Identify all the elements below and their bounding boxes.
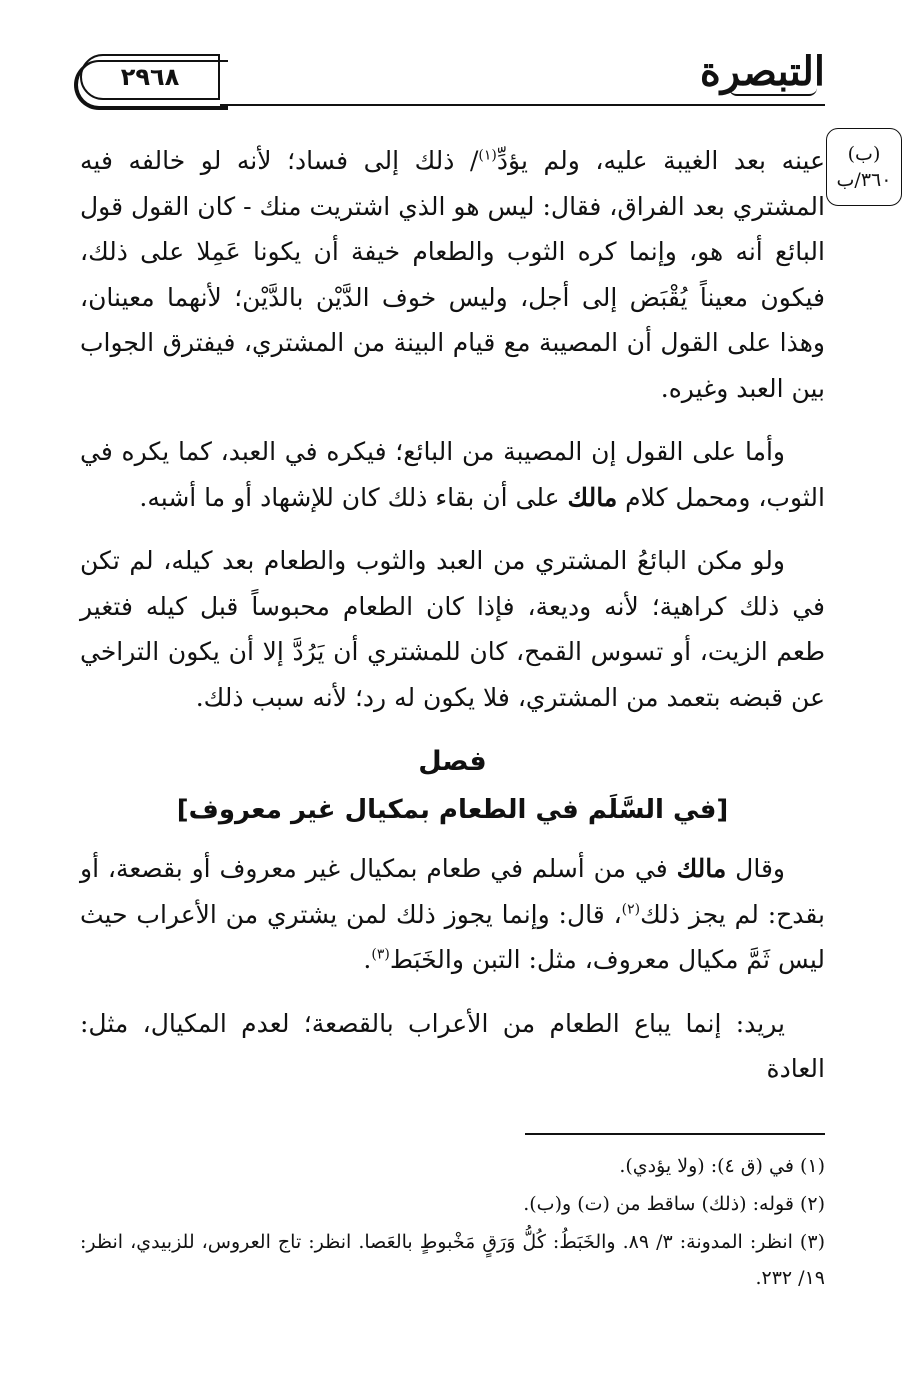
section-heading: فصل [418, 746, 487, 777]
footnote-ref-1: (١) [478, 147, 497, 164]
page-header [80, 44, 825, 110]
title-ornament [729, 88, 817, 96]
p2-text-a: وأما على القول إن المصيبة من البائع؛ فيكره في العبد، كما يكره في الثوب، ومحمل كلام [80, 437, 825, 512]
footnote-3: (٣) انظر: المدونة: ٣/ ٨٩. والخَبَطُ: كُلُّ وَرَقٍ مَخْبوطٍ بالعَصا. انظر: تاج العروس، للزبيدي، انظر: ١٩/ ٢٣٢. [80, 1231, 825, 1289]
p4-text-d: . [363, 945, 372, 974]
footnote-2: (٢) قوله: (ذلك) ساقط من (ت) و(ب). [523, 1193, 825, 1215]
p1-text-b: / ذلك إلى فساد؛ لأنه لو خالفه فيه المشتري بعد الفراق، فقال: ليس هو الذي اشتريت منك - كان القول قول البائع أنه هو، وإنما كره الثوب والطعام خيفة أن يكونا عَمِلا على ذلك، فيكون معيناً يُقْبَض إلى أجل، وليس خوف الدَّيْن بالدَّيْن؛ لأنهما معينان، وهذا على القول أن المصيبة مع قيام البينة من المشتري، فيفترق الجواب بين العبد وغيره. [80, 146, 825, 403]
folio-note-line1: (ب) [847, 143, 881, 165]
book-title: التبصرة [699, 48, 825, 95]
footnote-ref-2: (٢) [621, 901, 641, 918]
p4-text-a: وقال [726, 854, 785, 883]
paragraph-2 [80, 429, 825, 520]
section-subheading: [في السَّلَم في الطعام بمكيال غير معروف] [176, 795, 729, 825]
p2-name-malik: مالك [567, 482, 618, 512]
footnote-ref-3: (٣) [371, 946, 390, 963]
p4-text-c: ، قال: وإنما يجوز ذلك لمن يشتري من الأعراب حيث ليس ثَمَّ مكيال معروف، مثل: التبن والخَبَط [80, 899, 825, 974]
paragraph-4 [80, 846, 825, 983]
p4-text-b: في من أسلم في طعام بمكيال غير معروف أو بقصعة، أو بقدح: لم يجز ذلك [80, 854, 826, 929]
page-number-frame [80, 54, 220, 100]
p2-text-b: على أن بقاء ذلك كان للإشهاد أو ما أشبه. [139, 482, 568, 512]
paragraph-5: يريد: إنما يباع الطعام من الأعراب بالقصعة؛ لعدم المكيال، مثل: العادة [80, 1008, 825, 1083]
footnote-1: (١) في (ق ٤): (ولا يؤدي). [619, 1155, 825, 1177]
paragraph-3: ولو مكن البائعُ المشتري من العبد والثوب والطعام بعد كيله، لم تكن في ذلك كراهية؛ لأنه وديعة، فإذا كان الطعام محبوساً قبل كيله فتغير طعم الزيت، أو تسوس القمح، كان للمشتري أن يَرُدَّ إلا أن يكون التراخي عن قبضه بتعمد من المشتري، فلا يكون له رد؛ لأنه سبب ذلك. [80, 546, 825, 712]
folio-note-line2: ٣٦٠/ب [836, 169, 892, 191]
header-rule [220, 104, 825, 106]
p1-text-a: عينه بعد الغيبة عليه، ولم يؤدِّ [496, 146, 825, 175]
footnote-separator [525, 1133, 825, 1135]
paragraph-1 [80, 138, 825, 411]
page-number: ٢٩٦٨ [120, 63, 180, 91]
main-text [80, 138, 825, 1110]
p4-name-malik: مالك [676, 854, 727, 883]
footnotes [80, 1148, 825, 1298]
manuscript-folio-note [826, 128, 902, 206]
